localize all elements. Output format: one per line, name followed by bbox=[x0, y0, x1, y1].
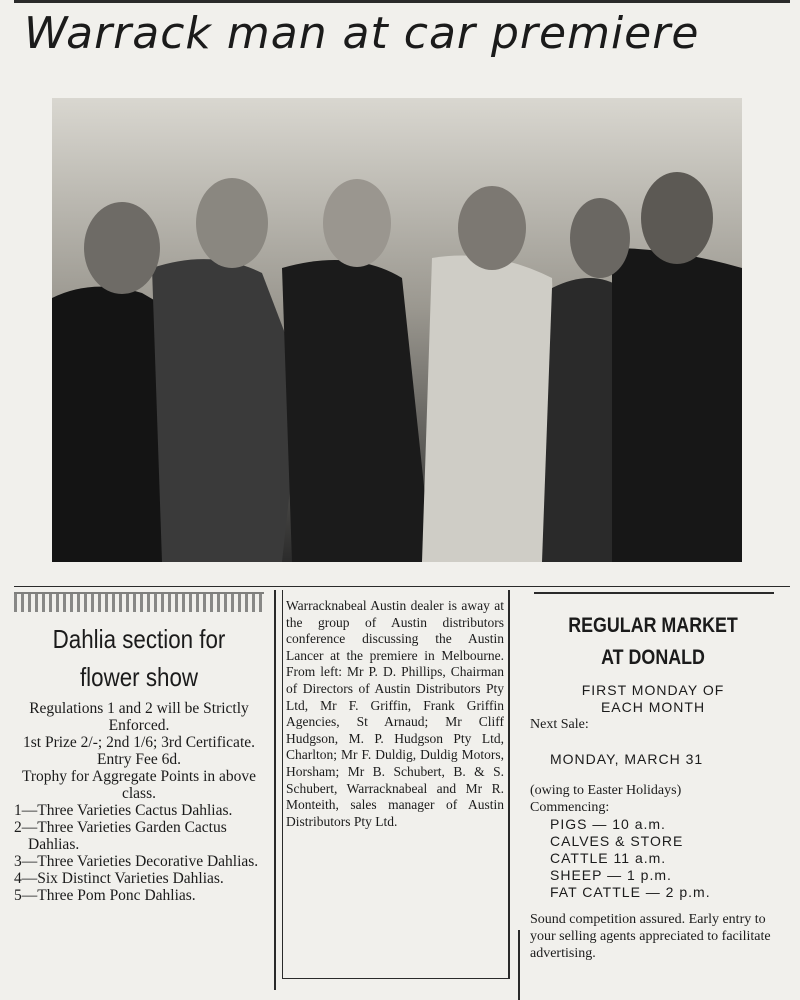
column-divider-mid bbox=[282, 590, 283, 978]
market-footer: Sound competition assured. Early entry to your selling agents appreciated to facilitate advertising. bbox=[530, 912, 771, 961]
dahlia-article bbox=[14, 592, 264, 904]
market-top-rule bbox=[534, 592, 774, 594]
list-item: 5—Three Pom Ponc Dahlias. bbox=[14, 887, 196, 904]
schedule-cattle: CATTLE 11 a.m. bbox=[550, 850, 667, 866]
column-rule-top bbox=[14, 586, 790, 587]
market-title-line2: AT DONALD bbox=[601, 646, 705, 669]
column-divider-left bbox=[274, 590, 276, 990]
schedule-calves: CALVES & STORE bbox=[550, 833, 684, 849]
dahlia-class-list bbox=[14, 802, 264, 904]
group-photo-icon bbox=[52, 98, 742, 562]
schedule-fat-cattle: FAT CATTLE — 2 p.m. bbox=[550, 884, 711, 900]
schedule-sheep: SHEEP — 1 p.m. bbox=[550, 867, 672, 883]
commencing-label: Commencing: bbox=[530, 800, 610, 815]
dahlia-entry-fee: Entry Fee 6d. bbox=[97, 751, 181, 768]
dahlia-regulations: Regulations 1 and 2 will be Strictly Enforced. bbox=[29, 700, 249, 734]
column-divider-mid-right bbox=[508, 590, 510, 978]
market-sub-line1: FIRST MONDAY OF bbox=[581, 682, 725, 698]
column-divider-right bbox=[518, 930, 520, 1000]
caption-bottom-rule bbox=[282, 978, 510, 979]
headline: Warrack man at car premiere bbox=[24, 8, 700, 59]
dahlia-trophy: Trophy for Aggregate Points in above class. bbox=[21, 768, 257, 802]
list-item: 2—Three Varieties Garden Cactus Dahlias. bbox=[14, 819, 227, 853]
dahlia-prizes: 1st Prize 2/-; 2nd 1/6; 3rd Certificate. bbox=[22, 734, 255, 751]
market-advertisement bbox=[530, 610, 776, 962]
top-rule bbox=[14, 0, 790, 3]
dahlia-title bbox=[32, 620, 247, 696]
easter-note: (owing to Easter Holidays) bbox=[530, 783, 682, 798]
list-item: 1—Three Varieties Cactus Dahlias. bbox=[14, 802, 233, 819]
market-sub-line2: EACH MONTH bbox=[600, 699, 706, 715]
sale-date: MONDAY, MARCH 31 bbox=[550, 751, 704, 767]
list-item: 3—Three Varieties Decorative Dahlias. bbox=[14, 853, 259, 870]
photo-caption: Warracknabeal Austin dealer is away at the group of Austin distributors conference discussing the Austin Lancer at the premiere in Melbourne. From left: Mr P. D. Phillips, Chairman of Directors of Austin Distributors Pty Ltd, Mr F. Griffin, Frank Griffin Agencies, St Arnaud; Mr Cliff Hudgson, M. P. Hudgson Pty Ltd, Charlton; Mr F. Duldig, Duldig Motors, Horsham; Mr B. Schubert, B. & S. Schubert, Warracknabeal and Mr R. Monteith, sales manager of Austin Distributors Pty Ltd. bbox=[286, 598, 504, 829]
list-item: 4—Six Distinct Varieties Dahlias. bbox=[14, 870, 224, 887]
market-title-line1: REGULAR MARKET bbox=[568, 614, 738, 637]
dahlia-title-line2: flower show bbox=[79, 662, 199, 692]
news-photo bbox=[52, 98, 742, 562]
schedule-pigs: PIGS — 10 a.m. bbox=[550, 816, 666, 832]
torn-header-strip bbox=[14, 592, 264, 612]
next-sale-label: Next Sale: bbox=[530, 717, 589, 732]
dahlia-title-line1: Dahlia section for bbox=[52, 624, 226, 654]
